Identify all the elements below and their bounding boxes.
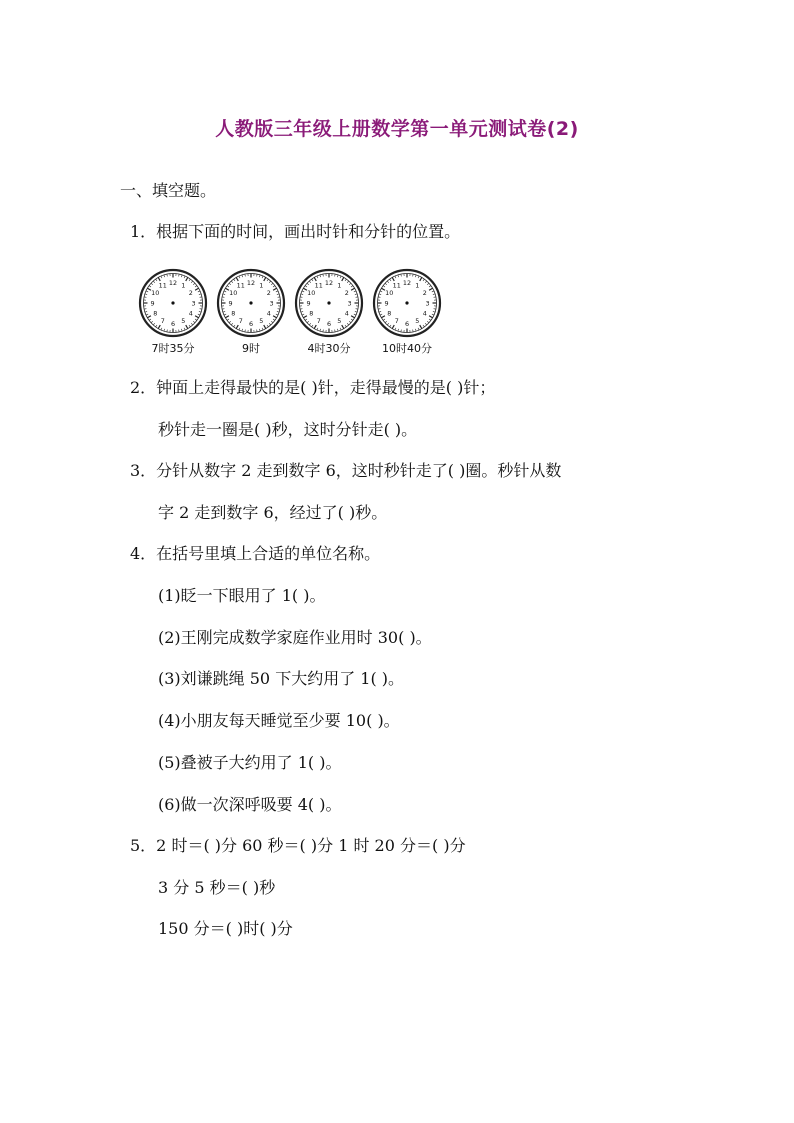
svg-text:5: 5	[259, 317, 264, 326]
clock-face-1[interactable]	[138, 268, 208, 338]
question-4-item-4: (4)小朋友每天睡觉至少要 10( )。	[158, 711, 400, 730]
svg-text:11: 11	[158, 281, 167, 290]
page-title: 人教版三年级上册数学第一单元测试卷(2)	[215, 118, 579, 140]
question-5-line-3: 150 分＝( )时( )分	[158, 919, 293, 938]
clock-label-4: 10时40分	[382, 342, 432, 355]
svg-text:8: 8	[153, 309, 158, 318]
svg-text:10: 10	[385, 289, 394, 298]
svg-text:4: 4	[266, 309, 271, 318]
clock-face-3[interactable]	[294, 268, 364, 338]
svg-text:10: 10	[307, 289, 316, 298]
clock-icon	[216, 268, 286, 338]
svg-text:9: 9	[228, 299, 233, 308]
question-2-line-1: 2．钟面上走得最快的是( )针，走得最慢的是( )针；	[130, 378, 496, 397]
svg-text:3: 3	[347, 299, 352, 308]
clock-face-4[interactable]	[372, 268, 442, 338]
question-5-line-1: 5．2 时＝( )分 60 秒＝( )分 1 时 20 分＝( )分	[130, 836, 466, 855]
question-4-item-2: (2)王刚完成数学家庭作业用时 30( )。	[158, 628, 432, 647]
svg-text:4: 4	[344, 309, 349, 318]
clock-label-3: 4时30分	[307, 342, 351, 355]
svg-text:7: 7	[238, 317, 243, 326]
svg-text:4: 4	[422, 309, 427, 318]
svg-text:5: 5	[337, 317, 342, 326]
svg-text:2: 2	[422, 289, 427, 298]
svg-text:1: 1	[259, 281, 264, 290]
svg-text:2: 2	[266, 289, 271, 298]
svg-text:7: 7	[316, 317, 321, 326]
svg-text:5: 5	[415, 317, 420, 326]
section-heading: 一、填空题。	[120, 181, 217, 200]
svg-text:3: 3	[425, 299, 430, 308]
question-4-item-3: (3)刘谦跳绳 50 下大约用了 1( )。	[158, 669, 405, 688]
clock-row	[138, 268, 448, 358]
svg-text:6: 6	[248, 319, 254, 328]
svg-text:8: 8	[309, 309, 314, 318]
svg-text:6: 6	[404, 319, 410, 328]
svg-text:1: 1	[337, 281, 342, 290]
svg-text:3: 3	[269, 299, 274, 308]
clock-icon	[294, 268, 364, 338]
svg-text:10: 10	[229, 289, 238, 298]
svg-text:1: 1	[181, 281, 186, 290]
svg-text:9: 9	[150, 299, 155, 308]
svg-text:9: 9	[384, 299, 389, 308]
svg-text:12: 12	[246, 278, 256, 287]
clock-icon	[138, 268, 208, 338]
question-3-line-1: 3．分针从数字 2 走到数字 6，这时秒针走了( )圈。秒针从数	[130, 461, 562, 480]
question-4-item-6: (6)做一次深呼吸要 4( )。	[158, 795, 342, 814]
svg-text:10: 10	[151, 289, 160, 298]
svg-text:8: 8	[387, 309, 392, 318]
svg-text:6: 6	[170, 319, 176, 328]
svg-text:3: 3	[191, 299, 196, 308]
svg-text:7: 7	[394, 317, 399, 326]
question-5-line-2: 3 分 5 秒＝( )秒	[158, 878, 276, 897]
svg-text:1: 1	[415, 281, 420, 290]
question-2-line-2: 秒针走一圈是( )秒，这时分针走( )。	[158, 420, 418, 439]
svg-text:8: 8	[231, 309, 236, 318]
svg-text:11: 11	[392, 281, 401, 290]
svg-text:2: 2	[344, 289, 349, 298]
question-1: 1．根据下面的时间，画出时针和分针的位置。	[130, 222, 461, 241]
clock-icon	[372, 268, 442, 338]
clock-label-2: 9时	[242, 342, 260, 355]
svg-text:5: 5	[181, 317, 186, 326]
question-4-item-5: (5)叠被子大约用了 1( )。	[158, 753, 342, 772]
svg-text:12: 12	[168, 278, 178, 287]
svg-text:4: 4	[188, 309, 193, 318]
svg-text:11: 11	[236, 281, 245, 290]
question-4-item-1: (1)眨一下眼用了 1( )。	[158, 586, 326, 605]
clock-face-2[interactable]	[216, 268, 286, 338]
clock-label-1: 7时35分	[151, 342, 195, 355]
svg-text:12: 12	[324, 278, 334, 287]
svg-text:2: 2	[188, 289, 193, 298]
svg-text:12: 12	[402, 278, 412, 287]
svg-text:9: 9	[306, 299, 311, 308]
svg-text:6: 6	[326, 319, 332, 328]
svg-text:7: 7	[160, 317, 165, 326]
question-4: 4．在括号里填上合适的单位名称。	[130, 544, 381, 563]
question-3-line-2: 字 2 走到数字 6，经过了( )秒。	[158, 503, 388, 522]
svg-text:11: 11	[314, 281, 323, 290]
